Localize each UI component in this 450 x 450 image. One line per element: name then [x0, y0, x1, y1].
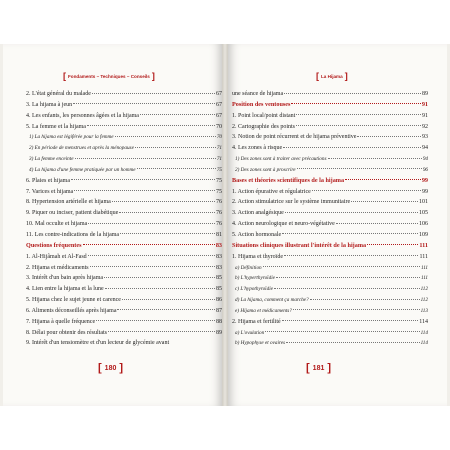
- toc-entry-page: 70: [216, 134, 222, 141]
- toc-entry: [232, 284, 428, 295]
- dot-leader: [310, 299, 420, 300]
- toc-entry-page: 75: [216, 177, 222, 184]
- toc-entry-title: 4) La hijama d'une femme pratiquée par un homme: [29, 166, 136, 173]
- toc-entry-title: 10. Mal occulte et hijama: [26, 221, 88, 228]
- dot-leader: [293, 309, 420, 310]
- toc-entry-title: 5. La femme et la hijama: [26, 123, 86, 130]
- toc-entry-page: 94: [422, 156, 428, 163]
- toc-entry-page: 91: [422, 112, 428, 119]
- toc-entry-title: 9. Piquer ou inciser, patient diabétique: [26, 210, 119, 217]
- toc-entry: [232, 230, 428, 241]
- toc-entry-page: 76: [216, 210, 222, 217]
- toc-entry-page: 106: [419, 221, 428, 228]
- toc-entry-title: 2. Hijama et médicaments: [26, 264, 89, 271]
- toc-entry-page: 114: [419, 318, 428, 325]
- toc-entry: [26, 338, 222, 349]
- toc-entry-title: 8. Hypertension artérielle et hijama: [26, 199, 111, 206]
- toc-entry: [232, 252, 428, 263]
- toc-entry-title: 2. L'état général du malade: [26, 91, 91, 97]
- toc-entry: [232, 306, 428, 317]
- toc-entry: [26, 252, 222, 263]
- toc-entry-title: 4. Lien entre la hijama et la lune: [26, 286, 104, 293]
- dot-leader: [312, 190, 421, 191]
- toc-entry-page: 112: [420, 297, 428, 304]
- open-book: [0, 44, 450, 406]
- toc-entry: [26, 122, 222, 133]
- toc-entry-title: 3. Notion de point récurrent et de hijama préventive: [232, 134, 357, 141]
- toc-entry-page: 67: [216, 112, 222, 119]
- dot-leader: [105, 288, 215, 289]
- toc-entry: [232, 317, 428, 328]
- toc-entry-title: Position des ventouses: [232, 100, 291, 108]
- toc-entry-page: 67: [216, 101, 222, 108]
- toc-entry-page: 91: [421, 100, 428, 108]
- toc-entry-title: une séance de hijama: [232, 91, 284, 97]
- toc-entry: [232, 328, 428, 339]
- toc-entry-page: 99: [422, 188, 428, 195]
- dot-leader: [135, 147, 216, 148]
- toc-entry-page: 114: [420, 329, 428, 336]
- dot-leader: [265, 331, 419, 332]
- toc-entry: [232, 219, 428, 230]
- dot-leader: [336, 223, 418, 224]
- left-page-number: [98, 362, 123, 374]
- dot-leader: [87, 125, 215, 126]
- right-page-number-text: 181: [312, 364, 325, 372]
- toc-entry-page: 111: [420, 275, 428, 282]
- dot-leader: [291, 103, 420, 104]
- toc-entry: [26, 143, 222, 154]
- dot-leader: [328, 158, 422, 159]
- toc-entry-page: 112: [420, 286, 428, 293]
- toc-entry: [26, 187, 222, 198]
- dot-leader: [296, 114, 421, 115]
- toc-entry-title: a) L'ovulation: [235, 329, 265, 336]
- toc-entry-page: 81: [216, 231, 222, 238]
- toc-entry: [26, 230, 222, 241]
- toc-entry-page: 85: [216, 275, 222, 282]
- right-bracket-icon: ]: [344, 71, 348, 81]
- dot-leader: [88, 223, 215, 224]
- toc-entry: [232, 208, 428, 219]
- right-bracket-icon: ]: [151, 71, 155, 81]
- toc-entry-page: 71: [216, 156, 222, 163]
- toc-entry: [232, 122, 428, 133]
- dot-leader: [137, 168, 216, 169]
- toc-entry: [26, 154, 222, 165]
- right-toc: [232, 89, 428, 349]
- dot-leader: [276, 277, 420, 278]
- toc-section-heading: [232, 100, 428, 111]
- toc-entry-page: 87: [216, 307, 222, 314]
- dot-leader: [282, 233, 418, 234]
- toc-entry-title: 3. Action analgésique: [232, 210, 284, 217]
- toc-entry-title: 2) Des zones sont à proscrire: [235, 166, 296, 173]
- right-page-number: [306, 362, 331, 374]
- toc-entry: [232, 263, 428, 274]
- toc-entry: [26, 111, 222, 122]
- toc-entry-title: c) L'hypothyroïdie: [235, 286, 273, 293]
- toc-entry: [26, 295, 222, 306]
- toc-entry-page: 75: [216, 166, 222, 173]
- dot-leader: [112, 201, 215, 202]
- toc-entry-page: 75: [216, 188, 222, 195]
- toc-entry-page: 111: [420, 264, 428, 271]
- toc-entry-title: 1) La hijama est légiférée pour la femme: [29, 134, 114, 141]
- right-header-text: La Hijama: [321, 73, 343, 79]
- dot-leader: [104, 277, 215, 278]
- toc-entry-page: 88: [216, 318, 222, 325]
- dot-leader: [282, 320, 419, 321]
- toc-entry: [26, 197, 222, 208]
- toc-section-heading: [232, 241, 428, 252]
- dot-leader: [92, 93, 215, 94]
- toc-entry-page: 89: [216, 329, 222, 336]
- toc-entry-title: 1) Des zones sont à traiter avec précautions: [235, 156, 327, 163]
- toc-entry: [26, 328, 222, 339]
- dot-leader: [117, 309, 215, 310]
- dot-leader: [284, 255, 418, 256]
- toc-entry-title: 2. Action stimulatrice sur le système immunitaire: [232, 199, 351, 206]
- toc-entry: [26, 263, 222, 274]
- toc-entry-title: b) Hypophyse et ovaires: [235, 340, 286, 347]
- toc-entry: [232, 273, 428, 284]
- dot-leader: [286, 342, 420, 343]
- toc-entry-page: 83: [215, 241, 222, 249]
- toc-entry-page: 109: [419, 231, 428, 238]
- toc-entry-page: 114: [420, 340, 428, 347]
- dot-leader: [357, 136, 421, 137]
- toc-entry: [232, 165, 428, 176]
- toc-entry-page: 101: [419, 199, 428, 206]
- dot-leader: [108, 331, 215, 332]
- toc-entry: [26, 306, 222, 317]
- dot-leader: [140, 114, 215, 115]
- toc-entry-title: 1. Action épurative et régulatrice: [232, 188, 311, 195]
- dot-leader: [83, 244, 215, 245]
- toc-entry-title: 9. Intérêt d'un tensiomètre et d'un lecteur de glycémie avant: [26, 340, 170, 347]
- toc-entry: [232, 154, 428, 165]
- toc-entry-page: 113: [420, 307, 428, 314]
- toc-entry-title: 5. Action hormonale: [232, 231, 282, 238]
- toc-entry-page: 96: [422, 166, 428, 173]
- toc-entry-page: 92: [422, 123, 428, 130]
- dot-leader: [274, 288, 420, 289]
- left-header-text: Fondaments – Techniques – Conseils: [68, 73, 150, 79]
- right-running-header: [316, 71, 348, 81]
- toc-entry: [232, 111, 428, 122]
- toc-entry-title: 11. Les contre-indications de la hijama: [26, 231, 120, 238]
- toc-entry-title: 1. Point local/point distant: [232, 112, 296, 119]
- dot-leader: [367, 244, 418, 245]
- toc-entry: [232, 132, 428, 143]
- toc-entry-page: 67: [216, 91, 222, 97]
- left-page: [3, 44, 222, 406]
- toc-entry-title: Situations cliniques illustrant l'intérêt de la hijama: [232, 241, 367, 249]
- dot-leader: [120, 233, 215, 234]
- dot-leader: [351, 201, 418, 202]
- toc-entry-page: 70: [216, 123, 222, 130]
- toc-entry: [232, 143, 428, 154]
- dot-leader: [75, 158, 216, 159]
- left-bracket-icon: [: [306, 362, 310, 374]
- toc-entry-title: 6. Aliments déconseillés après hijama: [26, 307, 117, 314]
- toc-entry: [26, 317, 222, 328]
- left-bracket-icon: [: [316, 71, 319, 81]
- dot-leader: [296, 125, 421, 126]
- toc-entry-page: 99: [421, 176, 428, 184]
- dot-leader: [297, 168, 422, 169]
- toc-entry: [232, 187, 428, 198]
- toc-entry: [26, 89, 222, 100]
- toc-entry-page: 94: [422, 145, 428, 152]
- toc-entry-page: 71: [216, 145, 222, 152]
- toc-entry-page: 86: [216, 297, 222, 304]
- left-bracket-icon: [: [63, 71, 66, 81]
- toc-entry-title: 4. Action neurologique et neuro-végétative: [232, 221, 335, 228]
- toc-entry: [26, 219, 222, 230]
- dot-leader: [88, 255, 215, 256]
- toc-entry-title: 8. Délai pour obtenir des résultats: [26, 329, 107, 336]
- toc-entry-title: 3. La hijama à jeun: [26, 101, 73, 108]
- toc-section-heading: [232, 176, 428, 187]
- toc-entry-title: 1. Hijama et thyroïde: [232, 253, 283, 260]
- toc-entry-title: Questions fréquentes: [26, 241, 82, 249]
- toc-entry: [232, 338, 428, 349]
- dot-leader: [71, 179, 215, 180]
- toc-entry-page: 85: [216, 286, 222, 293]
- toc-entry-title: 4. Les enfants, les personnes âgées et la hijama: [26, 112, 139, 119]
- dot-leader: [119, 212, 215, 213]
- toc-entry: [26, 284, 222, 295]
- toc-entry-title: d) La hijama, comment ça marche?: [235, 297, 309, 304]
- toc-entry-title: 6. Plaies et hijama: [26, 177, 70, 184]
- toc-entry: [26, 273, 222, 284]
- toc-entry-title: a) Définition: [235, 264, 262, 271]
- toc-entry-page: 76: [216, 199, 222, 206]
- toc-entry-title: 7. Varices et hijama: [26, 188, 74, 195]
- toc-entry: [26, 132, 222, 143]
- toc-entry-title: 7. Hijama à quelle fréquence: [26, 318, 96, 325]
- toc-entry-page: 105: [419, 210, 428, 217]
- toc-entry-page: 83: [216, 264, 222, 271]
- right-bracket-icon: ]: [327, 362, 332, 374]
- right-page: [228, 44, 447, 406]
- toc-entry: [232, 295, 428, 306]
- dot-leader: [285, 212, 418, 213]
- toc-entry: [232, 197, 428, 208]
- dot-leader: [345, 179, 421, 180]
- toc-entry-page: 111: [419, 241, 428, 249]
- toc-entry-title: b) L'hyperthyroïdie: [235, 275, 275, 282]
- dot-leader: [263, 266, 420, 267]
- dot-leader: [122, 299, 215, 300]
- toc-entry: [26, 208, 222, 219]
- toc-entry-page: 83: [216, 253, 222, 260]
- left-bracket-icon: [: [98, 362, 102, 374]
- dot-leader: [283, 147, 421, 148]
- dot-leader: [96, 320, 215, 321]
- toc-entry-page: 111: [419, 253, 428, 260]
- toc-entry-page: 93: [422, 134, 428, 141]
- dot-leader: [115, 136, 216, 137]
- toc-entry-page: 89: [422, 91, 428, 97]
- toc-entry-title: 5. Hijama chez le sujet jeune et carence: [26, 297, 121, 304]
- toc-entry: [26, 176, 222, 187]
- toc-entry-title: 4. Les zones à risque: [232, 145, 283, 152]
- left-page-number-text: 180: [104, 364, 117, 372]
- toc-entry-title: 2. Hijama et fertilité: [232, 318, 281, 325]
- toc-entry-page: 76: [216, 221, 222, 228]
- dot-leader: [284, 93, 421, 94]
- dot-leader: [90, 266, 215, 267]
- left-toc: [26, 89, 222, 349]
- toc-entry-title: 2. Cartographie des points: [232, 123, 295, 130]
- toc-entry-title: e) Hijama et médicaments?: [235, 307, 292, 314]
- right-bracket-icon: ]: [119, 362, 124, 374]
- left-running-header: [63, 71, 155, 81]
- toc-entry: [232, 89, 428, 100]
- toc-entry-title: 1. Al-Hijâmah et Al-Fasd: [26, 253, 87, 260]
- dot-leader: [74, 190, 215, 191]
- dot-leader: [73, 103, 215, 104]
- toc-entry-title: 3. Intérêt d'un bain après hijama: [26, 275, 104, 282]
- toc-entry-title: Bases et théories scientifiques de la hijama: [232, 176, 345, 184]
- toc-section-heading: [26, 241, 222, 252]
- toc-entry: [26, 165, 222, 176]
- toc-entry-title: 2) En période de menstrues et après la ménopause: [29, 145, 134, 152]
- toc-entry: [26, 100, 222, 111]
- toc-entry-title: 3) La femme enceinte: [29, 156, 74, 163]
